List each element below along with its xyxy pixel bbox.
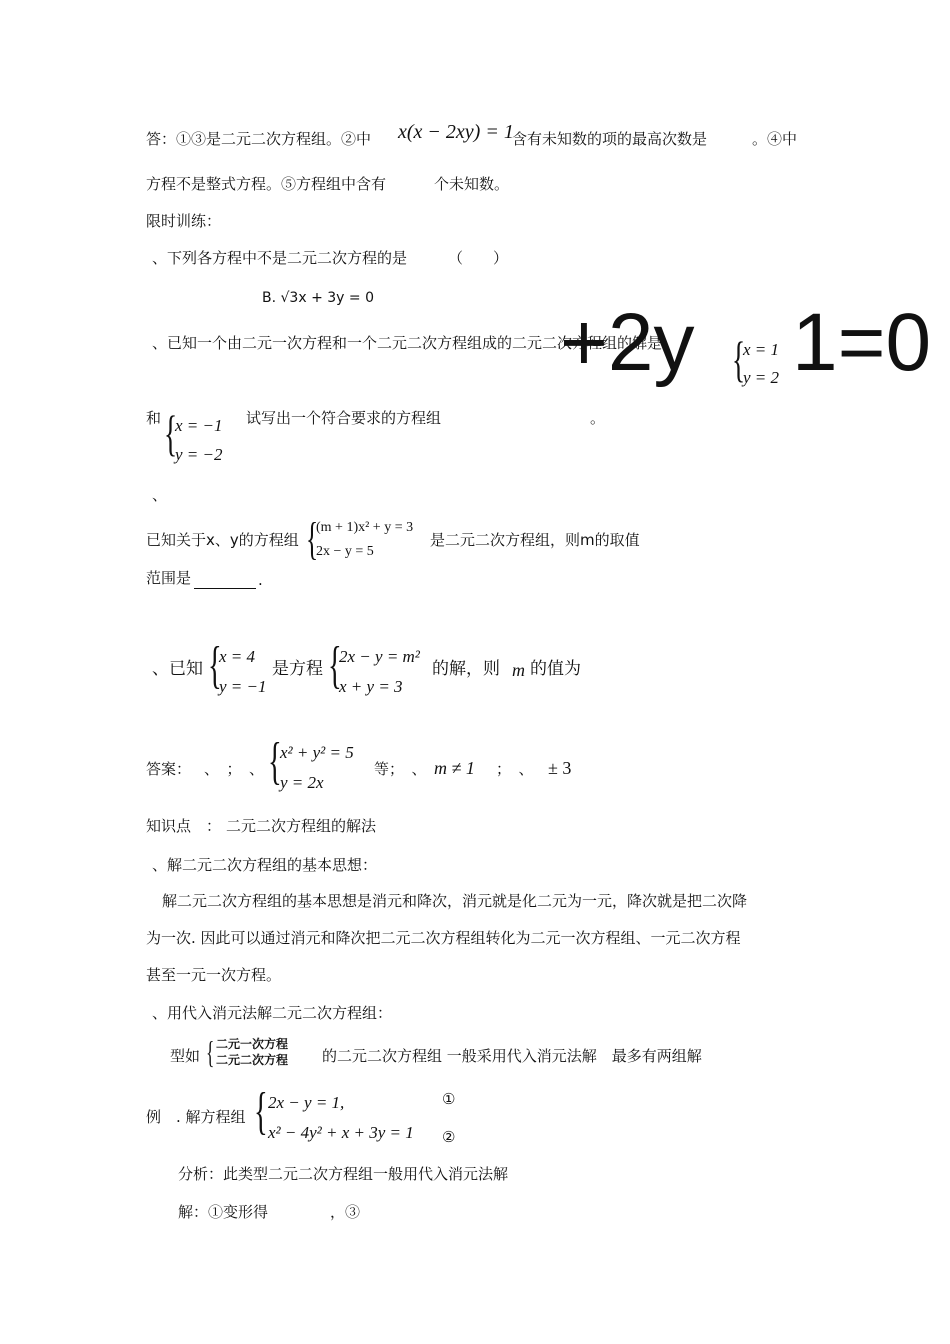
question-4-lead: 、已知 bbox=[152, 659, 203, 679]
answers-semi: ； 、 bbox=[496, 760, 534, 778]
question-2-solution-2-x: x = −1 bbox=[175, 416, 223, 435]
section-1-heading: 、解二元二次方程组的基本思想： bbox=[152, 856, 378, 874]
question-2-and: 和 bbox=[146, 409, 162, 427]
example-system bbox=[254, 1083, 434, 1148]
section-1-para-line-3: 甚至一元一次方程。 bbox=[146, 966, 282, 984]
brace-icon: { bbox=[208, 637, 222, 694]
answers-pm: ± 3 bbox=[548, 758, 572, 778]
example-solution: 解：①变形得 bbox=[178, 1203, 269, 1221]
question-4-eq1: 2x − y = m² bbox=[339, 647, 420, 666]
brace-icon: { bbox=[732, 331, 746, 387]
section-1-para-line-1: 解二元二次方程组的基本思想是消元和降次，消元就是化二元为一元，降次就是把二次降 bbox=[162, 892, 748, 910]
example-analysis: 分析：此类型二元二次方程组一般用代入消元法解 bbox=[178, 1165, 509, 1183]
question-4-solution bbox=[208, 637, 272, 702]
brace-icon: { bbox=[306, 513, 319, 564]
answer-1-line2: 方程不是整式方程。⑤方程组中含有 bbox=[146, 175, 387, 193]
question-2-overlay-left: +2y bbox=[560, 297, 695, 388]
question-2-solution-2 bbox=[164, 405, 236, 468]
question-3-lead: 已知关于x、y的方程组 bbox=[146, 531, 299, 549]
answer-1-after-gap: 。④中 bbox=[752, 130, 798, 148]
question-4-mid: 是方程 bbox=[272, 659, 323, 679]
answers-eq2: y = 2x bbox=[280, 773, 324, 792]
section-2-type-row-1: 二元一次方程 bbox=[216, 1037, 289, 1051]
knowledge-point-label: 知识点 ： bbox=[146, 817, 222, 835]
answer-1-line2-end: 个未知数。 bbox=[434, 175, 510, 193]
question-3-end: . bbox=[258, 571, 263, 589]
example-label: 例 . 解方程组 bbox=[146, 1108, 246, 1126]
question-3-line2: 范围是 bbox=[146, 569, 192, 587]
question-2-ask: 试写出一个符合要求的方程组 bbox=[246, 409, 442, 427]
question-2-solution-2-y: y = −2 bbox=[175, 445, 223, 464]
answers-seps: 、 ； 、 bbox=[204, 760, 265, 778]
answers-etc: 等； 、 bbox=[374, 760, 427, 778]
knowledge-point-title: 二元二次方程组的解法 bbox=[226, 817, 377, 835]
question-3-eq2: 2x − y = 5 bbox=[316, 544, 374, 559]
question-4-rest: 的解，则 bbox=[432, 659, 500, 679]
question-4-var: m bbox=[512, 660, 525, 680]
example-eq1: 2x − y = 1, bbox=[268, 1093, 345, 1112]
answer-1-rest: 含有未知数的项的最高次数是 bbox=[512, 130, 708, 148]
question-1-text: 、下列各方程中不是二元二次方程的是 bbox=[152, 249, 408, 267]
section-2-type-system bbox=[206, 1034, 306, 1072]
question-3-rest: 是二元二次方程组，则m的取值 bbox=[430, 531, 640, 549]
answer-1-math: x(x − 2xy) = 1 bbox=[398, 121, 514, 143]
brace-icon: { bbox=[268, 733, 282, 790]
question-2-end: 。 bbox=[590, 409, 606, 427]
example-solution-end: ，③ bbox=[330, 1203, 361, 1221]
question-4-solution-x: x = 4 bbox=[219, 647, 256, 666]
question-2-text: 、已知一个由二元一次方程和一个二元二次方程组成的二元二次方程组的解是 bbox=[152, 334, 663, 352]
answers-system bbox=[268, 733, 374, 798]
section-2-type-rest: 的二元二次方程组 一般采用代入消元法解 最多有两组解 bbox=[322, 1047, 702, 1065]
question-3-blank bbox=[194, 574, 256, 589]
brace-icon: { bbox=[206, 1034, 215, 1070]
question-4-end: 的值为 bbox=[530, 659, 581, 679]
question-3-eq1: (m + 1)x² + y = 3 bbox=[316, 520, 414, 535]
brace-icon: { bbox=[328, 637, 342, 694]
example-mark-2: ② bbox=[442, 1128, 456, 1146]
question-4-eq2: x + y = 3 bbox=[339, 677, 403, 696]
question-4-solution-y: y = −1 bbox=[219, 677, 267, 696]
question-2-solution-1-y: y = 2 bbox=[743, 368, 780, 387]
section-2-heading: 、用代入消元法解二元二次方程组： bbox=[152, 1004, 393, 1022]
section-1-para-line-2: 为一次. 因此可以通过消元和降次把二元二次方程组转化为二元一次方程组、一元二次方程 bbox=[146, 929, 741, 947]
example-mark-1: ① bbox=[442, 1090, 456, 1108]
brace-icon: { bbox=[164, 405, 178, 461]
section-2-type-row-2: 二元二次方程 bbox=[216, 1053, 289, 1067]
answer-1-lead: 答：①③是二元二次方程组。②中 bbox=[146, 130, 372, 148]
example-eq2: x² − 4y² + x + 3y = 1 bbox=[268, 1123, 414, 1142]
timed-training-heading: 限时训练： bbox=[146, 212, 222, 230]
brace-icon: { bbox=[254, 1083, 268, 1140]
question-3-system bbox=[306, 513, 432, 566]
section-2-type-lead: 型如 bbox=[170, 1047, 201, 1065]
question-4-system bbox=[328, 637, 430, 702]
question-3-marker: 、 bbox=[152, 486, 168, 504]
question-1-paren: （ ） bbox=[448, 249, 509, 267]
question-2-solution-1-x: x = 1 bbox=[743, 340, 780, 359]
answers-eq1: x² + y² = 5 bbox=[280, 743, 354, 762]
question-1-option-b: B. √3x + 3y = 0 bbox=[262, 290, 374, 306]
question-2-solution-1 bbox=[732, 331, 792, 394]
question-2-overlay-right: 1=0 bbox=[792, 297, 932, 388]
answers-label: 答案： bbox=[146, 760, 192, 778]
answers-m-cond: m ≠ 1 bbox=[434, 758, 475, 778]
